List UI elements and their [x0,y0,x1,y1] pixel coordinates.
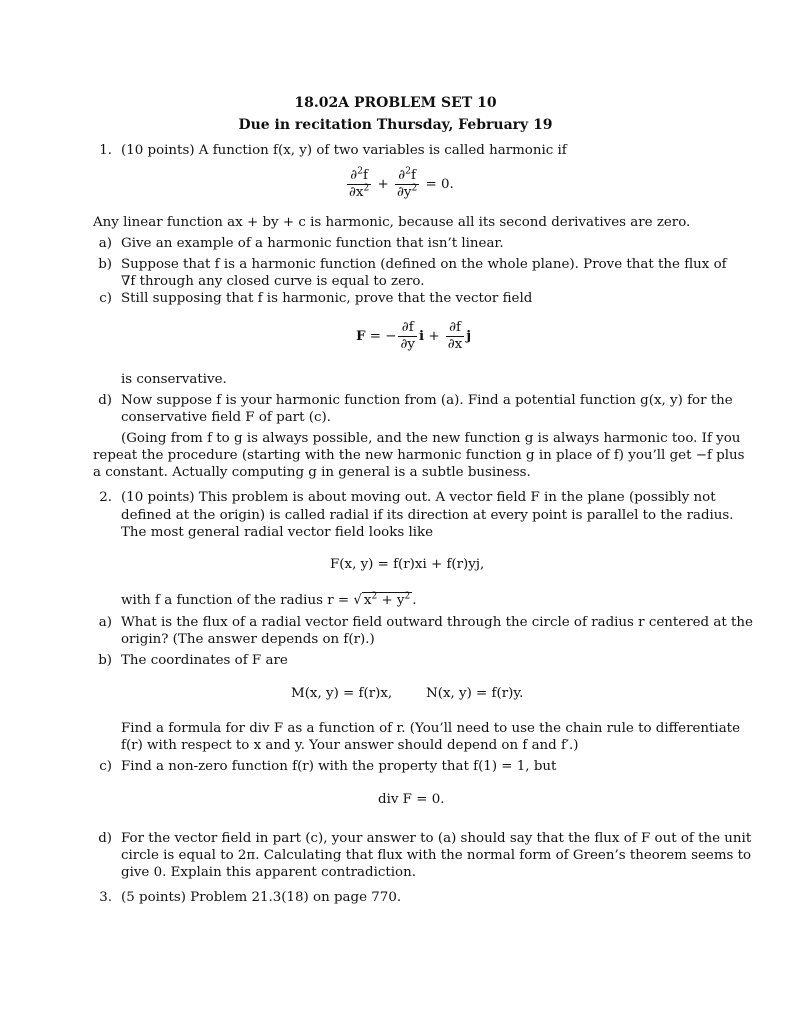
part-1b-text-1: Suppose that f is a harmonic function (defined on the whole plane). Prove that the flux of [121,257,727,272]
part-1c-conclusion: is conservative. [121,372,227,387]
problem-2-text-2: defined at the origin) is called radial if its direction at every point is parallel to the radius. [121,508,734,523]
part-2a-text-1: What is the flux of a radial vector field outward through the circle of radius r centered at the [121,615,753,630]
part-1d-label: d) [98,393,112,408]
document-title: 18.02A PROBLEM SET 10 [294,95,497,111]
note-line-3: a constant. Actually computing g in general is a subtle business. [93,465,531,480]
part-1b-text-2: ∇f through any closed curve is equal to zero. [121,274,425,289]
part-2d-text-1: For the vector field in part (c), your answer to (a) should say that the flux of F out of the unit [121,831,752,846]
note-line-1: (Going from f to g is always possible, and the new function g is always harmonic too. If you [121,431,741,446]
part-2d-text-3: give 0. Explain this apparent contradiction. [121,865,416,880]
problem-2-text-1: (10 points) This problem is about moving out. A vector field F in the plane (possibly not [121,490,716,505]
part-2d-label: d) [98,831,112,846]
part-1a-label: a) [98,236,112,251]
coordinate-m: M(x, y) = f(r)x, [291,686,393,701]
part-1c-text: Still supposing that f is harmonic, prove that the vector field [121,291,533,306]
equation-rhs: = 0. [425,177,454,192]
part-2b-more-2: f(r) with respect to x and y. Your answer should depend on f and f′.) [121,738,579,753]
part-1d-text-2: conservative field F of part (c). [121,410,331,425]
laplace-equation: $\frac{\partial^2f}{\partial x^2}$ + $\frac{\partial^2f}{\partial y^2}$ = 0. [349,166,454,200]
part-1c-label: c) [99,291,112,306]
problem-1-number: 1. [99,143,112,158]
fraction-fyy: $\frac{\partial^2f}{\partial y^2}$ [396,166,418,200]
part-2b-more-1: Find a formula for div F as a function of r. (You’ll need to use the chain rule to differentiate [121,721,740,736]
part-2a-text-2: origin? (The answer depends on f(r).) [121,632,375,647]
radius-text: with f a function of the radius r = [121,593,350,608]
part-1b-label: b) [98,257,112,272]
part-2b-label: b) [98,653,112,668]
part-2b-text: The coordinates of F are [121,653,288,668]
problem-2-number: 2. [99,490,112,505]
part-1a-text: Give an example of a harmonic function that isn’t linear. [121,236,504,251]
part-2c-label: c) [99,759,112,774]
part-2d-text-2: circle is equal to 2π. Calculating that flux with the normal form of Green’s theorem seems to [121,848,752,863]
note-line-2: repeat the procedure (starting with the new harmonic function g in place of f) you’ll get −f plus [93,448,745,463]
radius-definition: with f a function of the radius r = √ $x^2 + y^2$ . [121,591,417,608]
fraction-fxx: $\frac{\partial^2f}{\partial x^2}$ [349,166,370,200]
problem-3-text: (5 points) Problem 21.3(18) on page 770. [121,890,402,905]
problem-3-number: 3. [99,890,112,905]
problem-1-intro: (10 points) A function f(x, y) of two variables is called harmonic if [121,143,567,158]
problem-2-text-3: The most general radial vector field looks like [121,525,434,540]
radius-sqrt: $x^2 + y^2$ [363,591,411,608]
vector-field-equation: F = − $\frac{\partial f}{\partial y}$ i + $\frac{\partial f}{\partial x}$ j [356,320,472,352]
part-1d-text-1: Now suppose f is your harmonic function from (a). Find a potential function g(x, y) for the [121,393,733,408]
radial-field-equation: F(x, y) = f(r)xi + f(r)yj, [330,557,485,572]
part-2c-text: Find a non-zero function f(r) with the property that f(1) = 1, but [121,759,557,774]
due-date: Due in recitation Thursday, February 19 [238,117,553,133]
coordinate-n: N(x, y) = f(r)y. [426,686,524,701]
linear-remark: Any linear function ax + by + c is harmonic, because all its second derivatives are zero. [93,215,691,230]
divergence-equation: div F = 0. [378,792,445,807]
part-2a-label: a) [98,615,112,630]
